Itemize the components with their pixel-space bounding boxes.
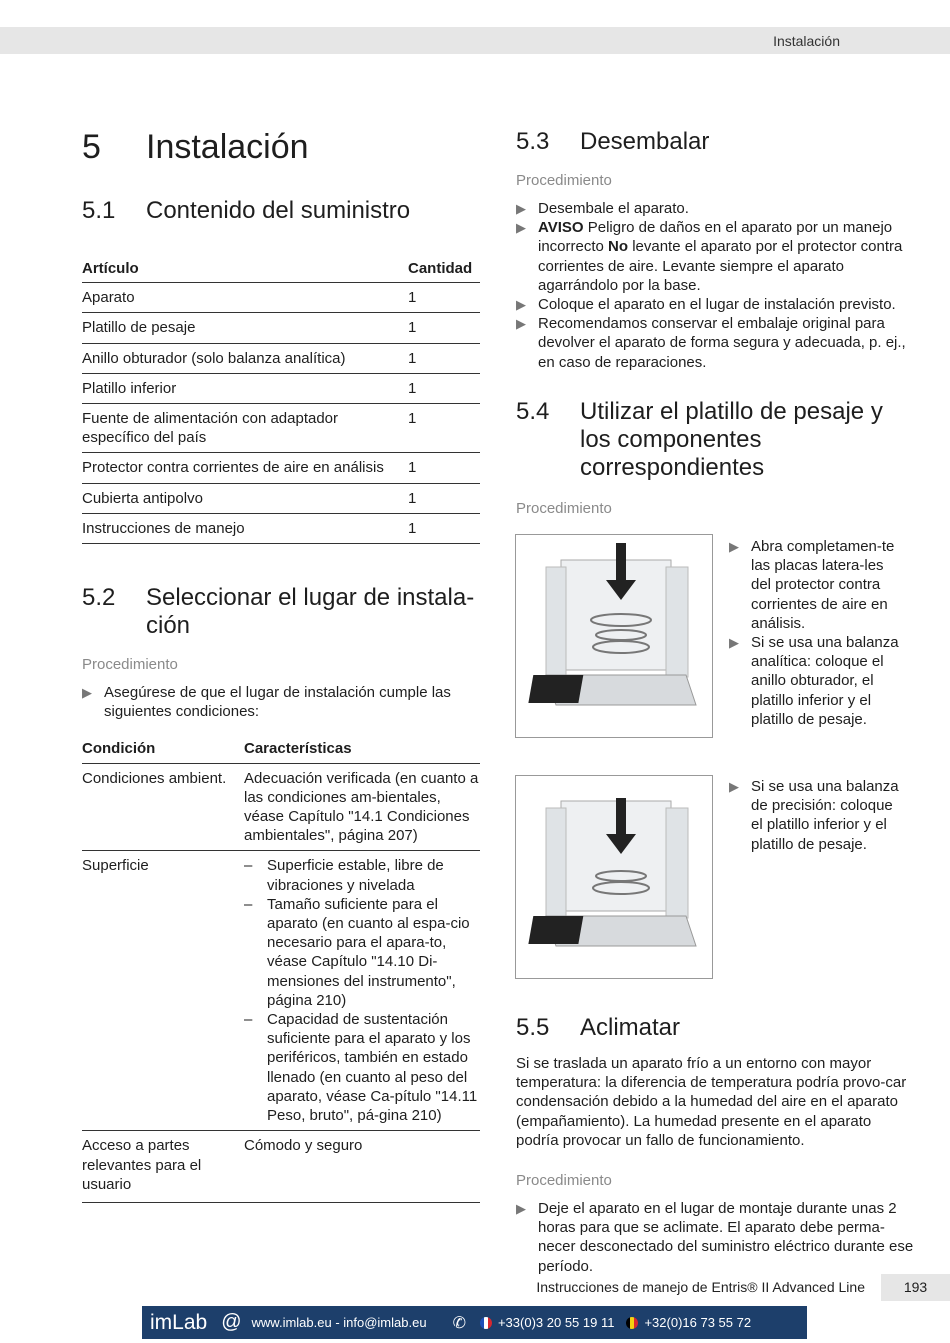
image-steps-1	[729, 537, 904, 729]
section-number: 5.4	[516, 397, 550, 425]
precision-balance-image	[515, 775, 713, 979]
list-item	[729, 633, 904, 729]
cell-characteristics: Adecuación verificada (en cuanto a las condiciones am-bientales, véase Capítulo "14.1 Condiciones ambientales", página 207)	[244, 763, 480, 851]
arrow-icon: ▶	[82, 685, 92, 701]
col-header-qty: Cantidad	[408, 255, 480, 283]
dash-bullet: –	[244, 857, 253, 875]
surface-requirements-list	[244, 856, 480, 1125]
table-row	[82, 453, 480, 483]
section-5-1-heading	[82, 197, 482, 225]
section-title: Desembalar	[580, 128, 710, 155]
phone-icon: ✆	[452, 1314, 466, 1332]
list-item	[516, 295, 916, 314]
table-row	[82, 763, 480, 851]
step-text: Si se usa una balanza analítica: coloque el anillo obturador, el platillo inferior y el platillo de pesaje.	[751, 634, 899, 728]
section-5-3-heading	[516, 128, 916, 156]
arrow-icon: ▶	[729, 635, 739, 651]
table-row	[82, 373, 480, 403]
list-item	[244, 1010, 480, 1125]
section-number: 5.2	[82, 584, 116, 612]
contact-text[interactable]: www.imlab.eu - info@imlab.eu	[251, 1315, 427, 1330]
list-item	[729, 777, 904, 854]
col-header-item: Artículo	[82, 255, 408, 283]
section-title: Contenido del suministro	[146, 197, 411, 224]
table-row	[82, 283, 480, 313]
step-text: Abra completamen-te las placas latera-les del protector contra corrientes de aire en análisis.	[751, 538, 895, 632]
section-5-2-heading	[82, 584, 482, 640]
list-item	[82, 683, 482, 721]
phone-france[interactable]: +33(0)3 20 55 19 11	[497, 1315, 615, 1330]
procedure-label: Procedimiento	[516, 172, 612, 189]
item-text: Capacidad de sustentación suficiente para el aparato y los periféricos, también en estado llenado (en cuanto al peso del aparato, véase Ca-pítulo "14.11 Peso, bruto", pá-gina 210)	[267, 1011, 478, 1125]
table-row	[82, 1131, 480, 1203]
cell-qty: 1	[408, 513, 480, 543]
item-text: Tamaño suficiente para el aparato (en cuanto al espa-cio necesario para el apara-to, véase Capítulo "14.10 Di-mensiones del instrumento", página 210)	[267, 895, 470, 1009]
table-row	[82, 851, 480, 1131]
step-text: Deje el aparato en el lugar de montaje durante unas 2 horas para que se aclimate. El aparato debe perma-necer desconectado del suministro eléctrico durante ese período.	[538, 1200, 914, 1275]
header-bar	[0, 27, 950, 54]
list-item	[244, 856, 480, 894]
cell-item: Anillo obturador (solo balanza analítica)	[82, 343, 408, 373]
cell-qty: 1	[408, 283, 480, 313]
list-item	[244, 895, 480, 1010]
cell-condition: Condiciones ambient.	[82, 763, 244, 851]
section-title: Utilizar el platillo de pesaje y los componentes correspondientes	[580, 397, 883, 481]
cell-characteristics: Cómodo y seguro	[244, 1131, 480, 1203]
cell-characteristics	[244, 851, 480, 1131]
chapter-number: 5	[82, 128, 101, 166]
procedure-steps	[516, 199, 916, 372]
supply-contents-table	[82, 255, 480, 544]
left-column	[82, 128, 482, 1203]
image-steps-2	[729, 777, 904, 854]
notice-label: AVISO	[538, 219, 584, 237]
section-number: 5.3	[516, 128, 550, 155]
cell-qty: 1	[408, 483, 480, 513]
table-row	[82, 404, 480, 453]
procedure-steps	[729, 537, 904, 729]
cell-item: Fuente de alimentación con adaptador específico del país	[82, 404, 408, 453]
right-column	[516, 128, 916, 517]
page-number: 193	[881, 1274, 950, 1301]
cell-condition: Acceso a partes relevantes para el usuario	[82, 1131, 244, 1203]
france-flag-icon	[480, 1317, 492, 1329]
body-paragraph: Si se traslada un aparato frío a un entorno con mayor temperatura: la diferencia de temperatura podría provo-car condensación debido a la humedad del aire en el aparato (empañamiento). La humedad presente en el aparato podría provocar un fallo de funcionamiento.	[516, 1055, 907, 1149]
cell-item: Aparato	[82, 283, 408, 313]
arrow-icon: ▶	[729, 539, 739, 554]
procedure-label: Procedimiento	[82, 656, 178, 674]
list-item	[516, 1199, 916, 1276]
arrow-icon: ▶	[729, 779, 739, 794]
procedure-steps	[82, 683, 482, 721]
section-title: Aclimatar	[580, 1014, 681, 1041]
list-item	[516, 218, 916, 295]
analytical-balance-image	[515, 534, 713, 738]
cell-qty: 1	[408, 343, 480, 373]
chapter-title: Instalación	[146, 128, 309, 166]
procedure-label: Procedimiento	[516, 499, 612, 517]
dash-bullet: –	[244, 895, 253, 913]
emphasis-no: No	[608, 238, 629, 256]
list-item	[729, 537, 904, 633]
arrow-icon: ▶	[516, 297, 526, 313]
arrow-icon: ▶	[516, 316, 526, 332]
footer-manual-title: Instrucciones de manejo de Entris® II Advanced Line	[536, 1279, 865, 1295]
item-text: Superficie estable, libre de vibraciones y nivelada	[267, 857, 444, 894]
belgium-flag-icon	[626, 1317, 638, 1329]
cell-qty: 1	[408, 373, 480, 403]
table-row	[82, 343, 480, 373]
table-row	[82, 483, 480, 513]
step-text: Coloque el aparato en el lugar de instalación previsto.	[538, 296, 896, 314]
section-5-4-heading	[516, 398, 916, 482]
step-text: levante el aparato por el protector contra corrientes de aire. Levante siempre el aparato agarrándolo por la base.	[538, 238, 903, 294]
cell-item: Platillo inferior	[82, 373, 408, 403]
cell-qty: 1	[408, 453, 480, 483]
table-row	[82, 513, 480, 543]
cell-item: Cubierta antipolvo	[82, 483, 408, 513]
arrow-icon: ▶	[516, 1201, 526, 1217]
conditions-table	[82, 735, 480, 1202]
cell-item: Platillo de pesaje	[82, 313, 408, 343]
list-item	[516, 314, 916, 372]
arrow-icon: ▶	[516, 201, 526, 216]
section-number: 5.5	[516, 1014, 550, 1041]
section-5-5	[516, 1014, 916, 1276]
imlab-banner[interactable]	[142, 1306, 807, 1339]
header-section-title: Instalación	[773, 33, 840, 49]
cell-item: Protector contra corrientes de aire en análisis	[82, 453, 408, 483]
cell-item: Instrucciones de manejo	[82, 513, 408, 543]
cell-condition: Superficie	[82, 851, 244, 1131]
step-text: Peligro de daños en el aparato por un manejo incorrecto	[538, 219, 893, 256]
procedure-steps	[516, 1199, 916, 1276]
col-header-condition: Condición	[82, 735, 244, 763]
arrow-icon: ▶	[516, 220, 526, 236]
step-text: Recomendamos conservar el embalaje original para devolver el aparato de forma segura y adecuada, p. ej., en caso de reparaciones.	[538, 315, 906, 371]
table-row	[82, 313, 480, 343]
procedure-steps	[729, 777, 904, 854]
step-text: Asegúrese de que el lugar de instalación cumple las siguientes condiciones:	[104, 684, 451, 721]
procedure-label: Procedimiento	[516, 1172, 612, 1190]
step-text: Si se usa una balanza de precisión: coloque el platillo inferior y el platillo de pesaje.	[751, 778, 899, 853]
col-header-characteristics: Características	[244, 735, 480, 763]
list-item	[516, 199, 916, 218]
cell-qty: 1	[408, 313, 480, 343]
cell-qty: 1	[408, 404, 480, 453]
imlab-logo: imLab	[150, 1310, 208, 1334]
step-text: Desembale el aparato.	[538, 200, 689, 217]
at-icon: @	[221, 1311, 242, 1333]
phone-belgium[interactable]: +32(0)16 73 55 72	[644, 1315, 752, 1330]
section-title: Seleccionar el lugar de instala-ción	[146, 584, 475, 640]
chapter-heading	[82, 128, 482, 167]
section-5-5-heading	[516, 1014, 916, 1042]
section-number: 5.1	[82, 197, 116, 224]
dash-bullet: –	[244, 1011, 253, 1029]
